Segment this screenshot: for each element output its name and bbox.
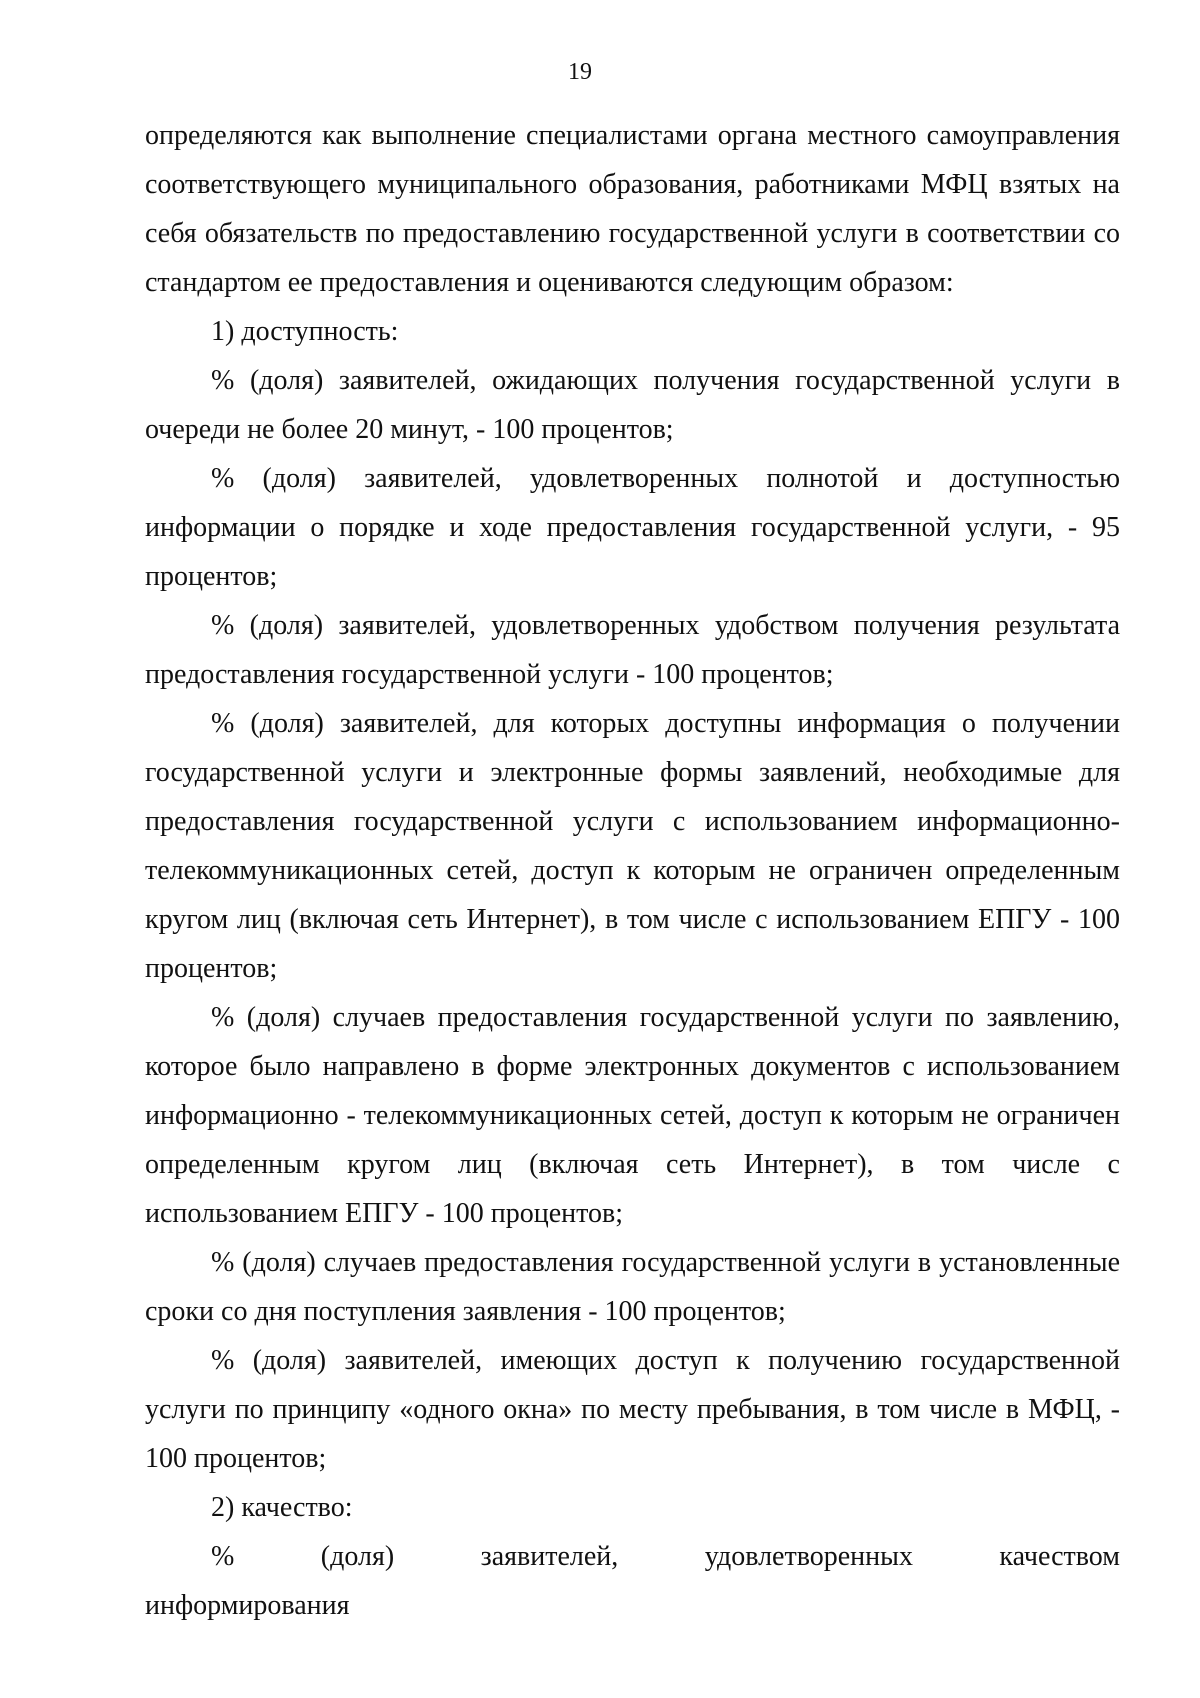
paragraph-intro: определяются как выполнение специалистами органа местного самоуправления соответствующего муниципального образования, работниками МФЦ взятых на себя обязательств по предоставлению государственной услуги в соответствии со стандартом ее предоставления и оцениваются следующим образом: (145, 120, 1120, 298)
paragraph-information-quality: % (доля) заявителей, удовлетворенных качеством информирования (145, 1541, 1120, 1621)
paragraph-heading-quality: 2) качество: (211, 1492, 353, 1523)
paragraph-electronic-applications: % (доля) случаев предоставления государственной услуги по заявлению, которое было направлено в форме электронных документов с использованием информационно - телекоммуникационных сетей, доступ к которым не ограничен определенным кругом лиц (включая сеть Интернет), в том числе с использованием ЕПГУ - 100 процентов; (145, 1002, 1120, 1229)
document-body (145, 111, 1120, 1630)
paragraph-heading-availability: 1) доступность: (211, 316, 399, 347)
paragraph-information-completeness: % (доля) заявителей, удовлетворенных полнотой и доступностью информации о порядке и ходе предоставления государственной услуги, - 95 процентов; (145, 463, 1120, 592)
paragraph-one-window: % (доля) заявителей, имеющих доступ к получению государственной услуги по принципу «одного окна» по месту пребывания, в том числе в МФЦ, - 100 процентов; (145, 1345, 1120, 1474)
page-number: 19 (568, 59, 592, 85)
paragraph-electronic-forms: % (доля) заявителей, для которых доступны информация о получении государственной услуги и электронные формы заявлений, необходимые для предоставления государственной услуги с использованием информационно-телекоммуникационных сетей, доступ к которым не ограничен определенным кругом лиц (включая сеть Интернет), в том числе с использованием ЕПГУ - 100 процентов; (145, 708, 1120, 984)
paragraph-queue-wait: % (доля) заявителей, ожидающих получения государственной услуги в очереди не более 20 минут, - 100 процентов; (145, 365, 1120, 445)
paragraph-deadlines: % (доля) случаев предоставления государственной услуги в установленные сроки со дня поступления заявления - 100 процентов; (145, 1247, 1120, 1327)
paragraph-result-convenience: % (доля) заявителей, удовлетворенных удобством получения результата предоставления государственной услуги - 100 процентов; (145, 610, 1120, 690)
